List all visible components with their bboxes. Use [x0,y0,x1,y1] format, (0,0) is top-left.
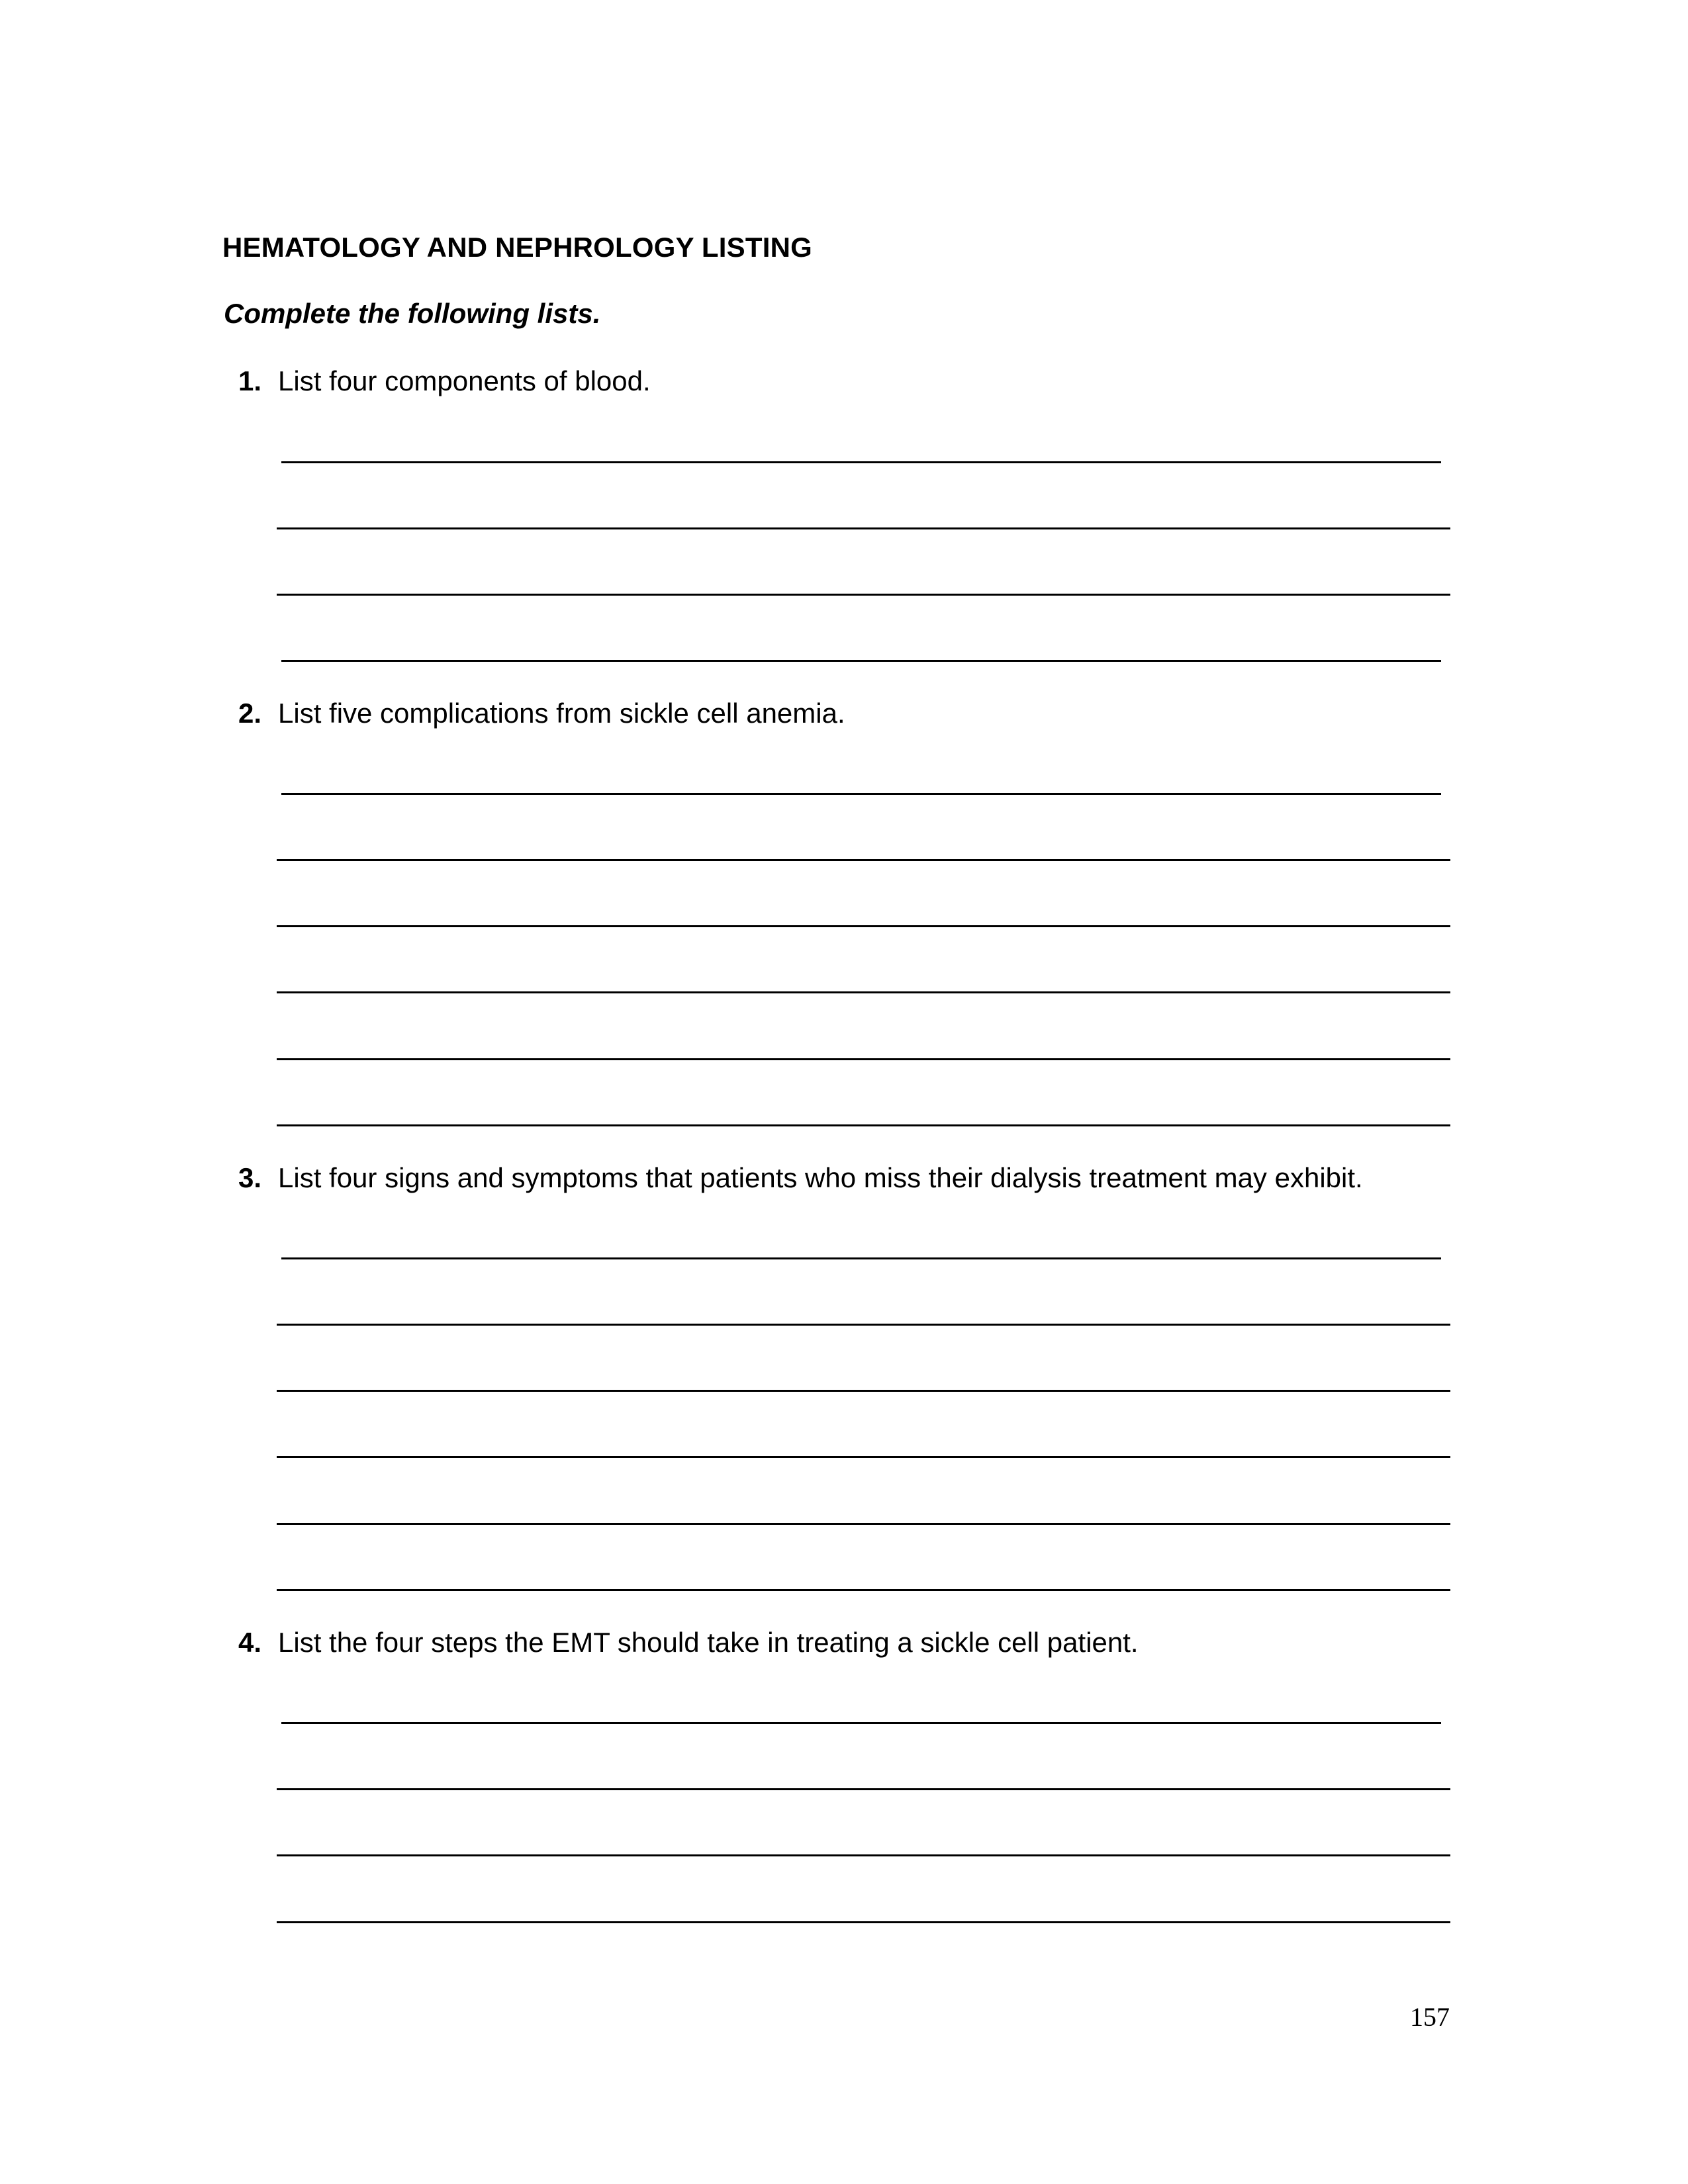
question-number: 3. [238,1162,262,1193]
question-text: List the four steps the EMT should take in treating a sickle cell patient. [278,1627,1139,1658]
question-text: List four components of blood. [278,365,651,396]
answer-line[interactable] [277,1523,1450,1525]
question-text: List four signs and symptoms that patients who miss their dialysis treatment may exhibit. [278,1162,1363,1193]
answer-line[interactable] [277,1854,1450,1856]
question-2 [238,698,845,729]
answer-line[interactable] [281,793,1441,795]
answer-line[interactable] [277,1788,1450,1790]
answer-line[interactable] [281,1257,1441,1259]
answer-line[interactable] [277,1324,1450,1326]
answer-line[interactable] [281,1722,1441,1724]
question-number: 2. [238,698,262,729]
question-text: List five complications from sickle cell anemia. [278,698,845,729]
question-3 [238,1162,1363,1194]
answer-line[interactable] [277,1124,1450,1126]
question-4 [238,1627,1139,1659]
question-1 [238,365,651,397]
answer-line[interactable] [277,527,1450,529]
answer-line[interactable] [281,461,1441,463]
answer-line[interactable] [277,594,1450,596]
answer-line[interactable] [277,1589,1450,1591]
answer-line[interactable] [277,1921,1450,1923]
answer-line[interactable] [277,1456,1450,1458]
answer-line[interactable] [277,925,1450,927]
instructions: Complete the following lists. [224,298,601,329]
page-title: HEMATOLOGY AND NEPHROLOGY LISTING [222,232,812,263]
question-number: 4. [238,1627,262,1658]
answer-line[interactable] [277,1058,1450,1060]
question-number: 1. [238,365,262,396]
answer-line[interactable] [277,1390,1450,1392]
page-number: 157 [1410,2002,1450,2032]
answer-line[interactable] [281,660,1441,662]
answer-line[interactable] [277,991,1450,993]
answer-line[interactable] [277,859,1450,861]
